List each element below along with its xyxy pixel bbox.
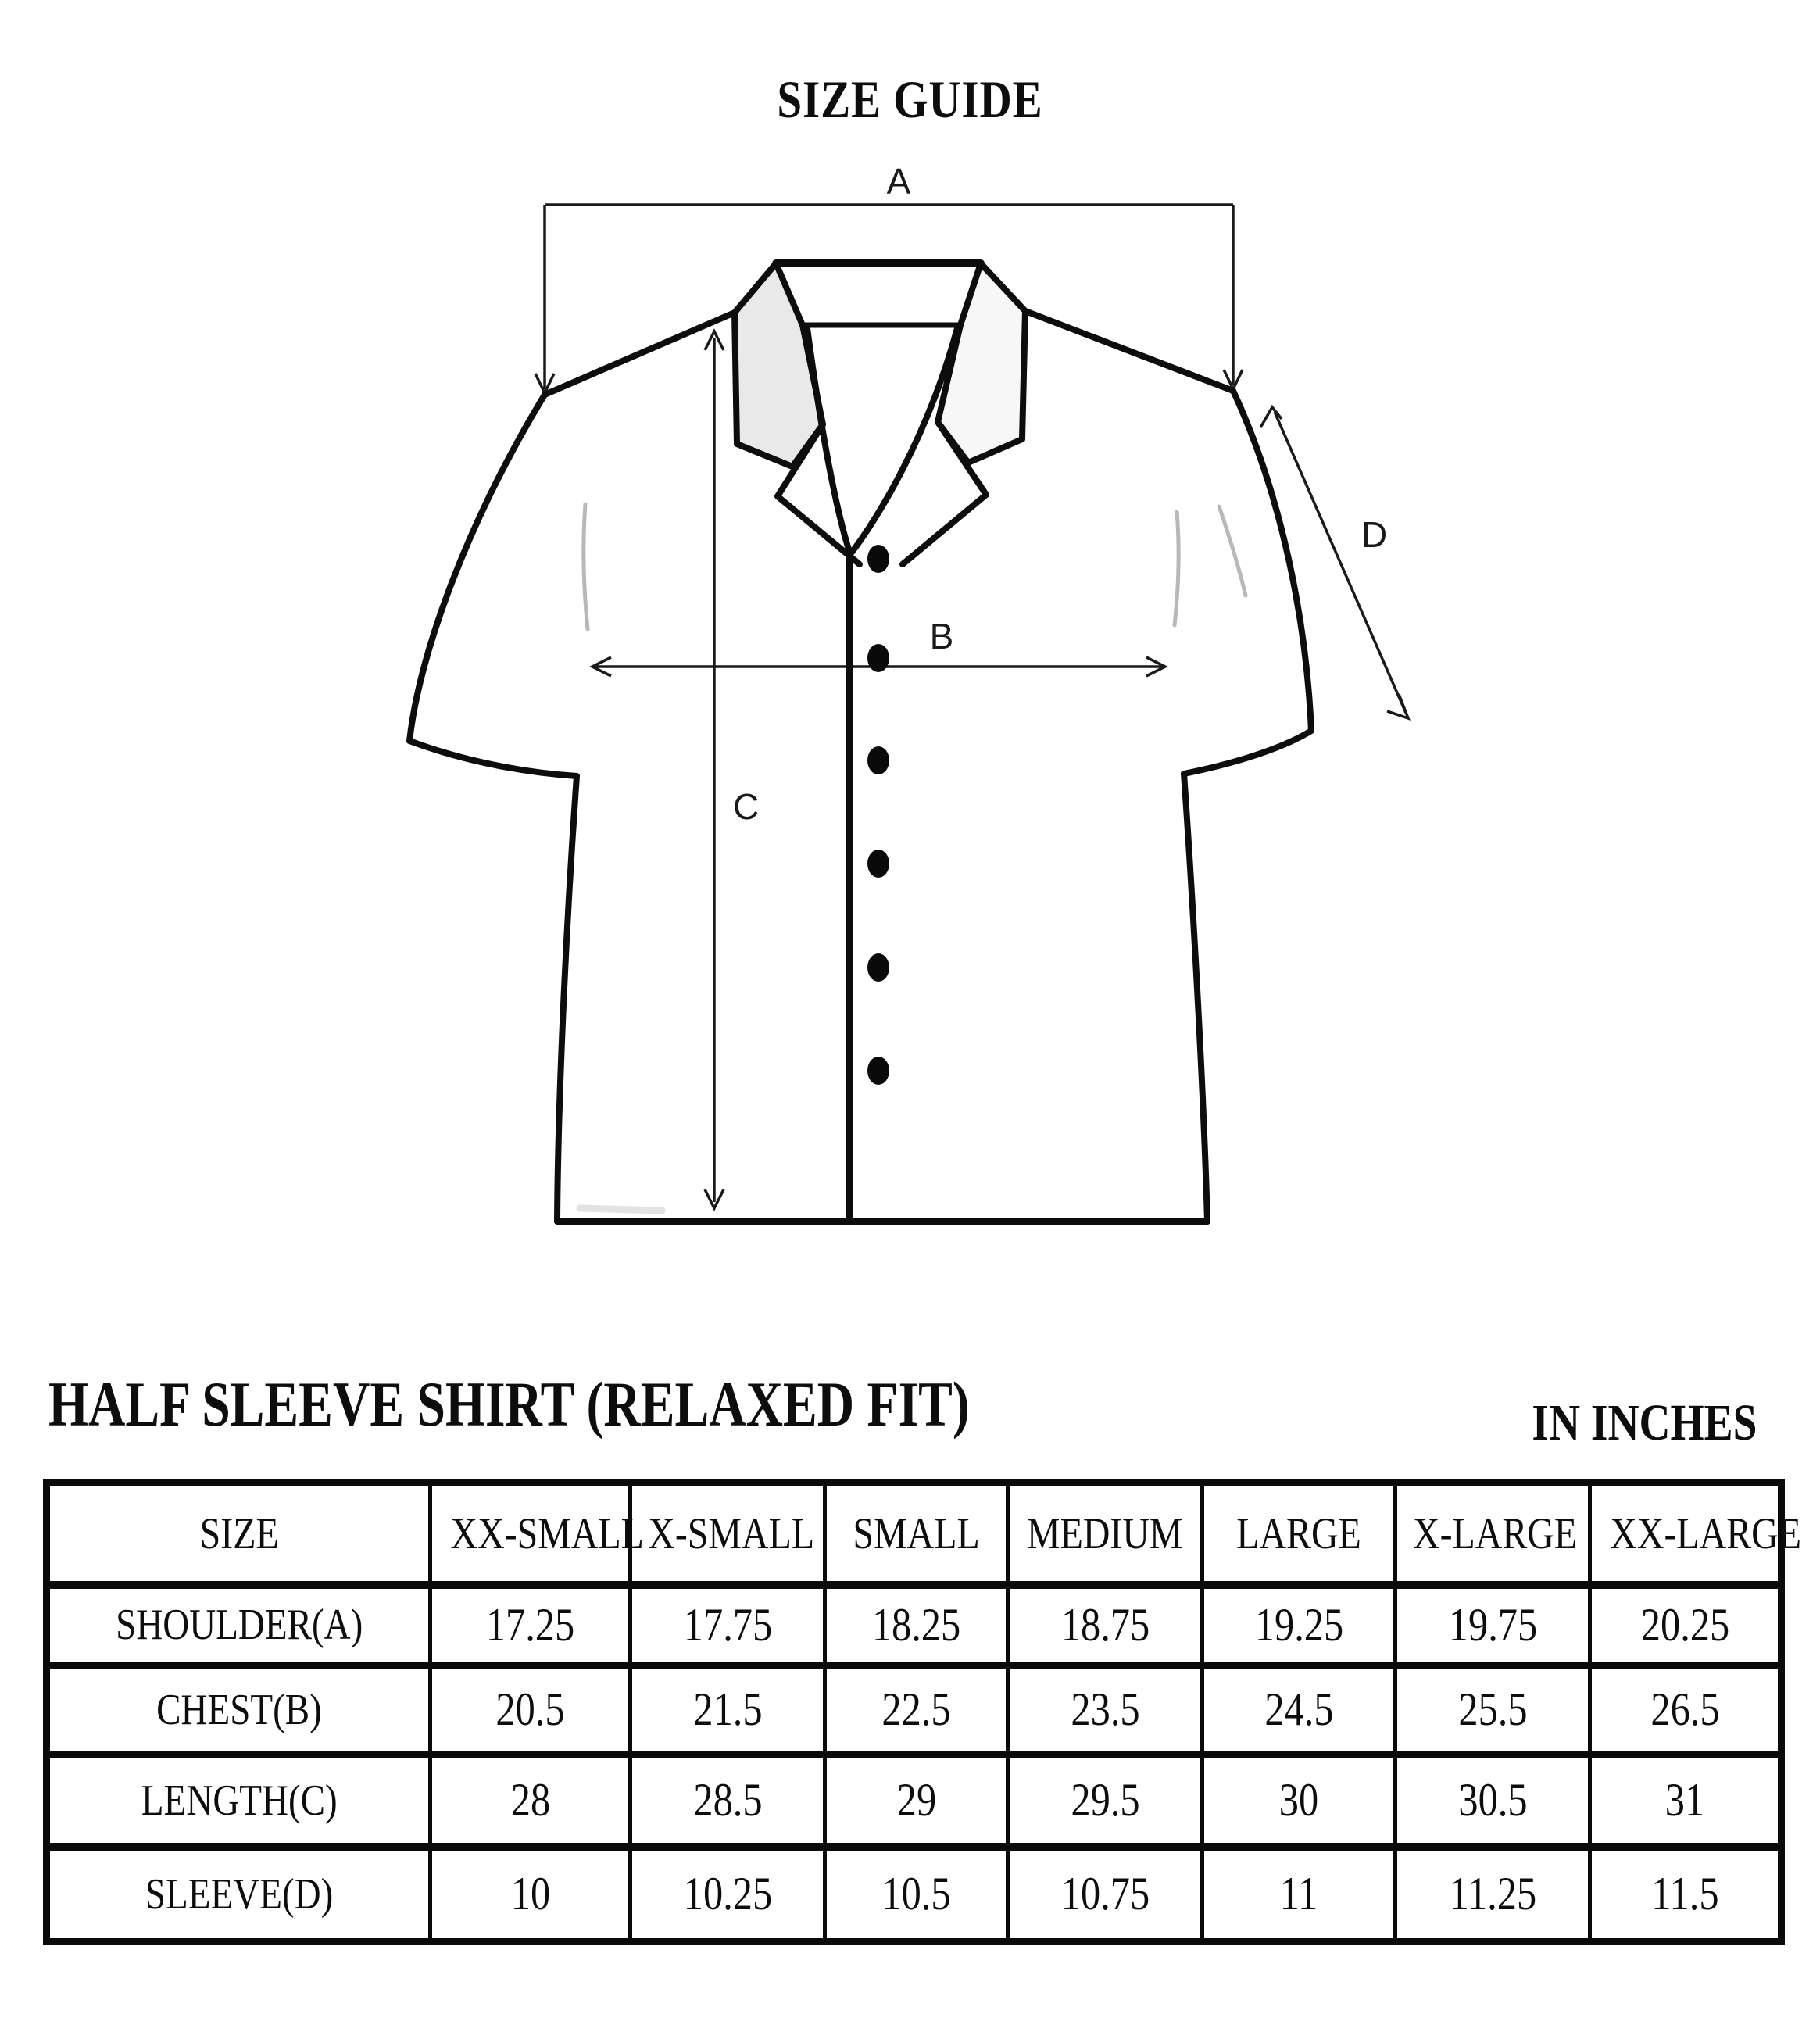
size-table — [43, 1479, 1802, 1945]
row-label-shoulder(a) — [47, 1585, 431, 1665]
size-value-cell-text: 10.75 — [1060, 1868, 1150, 1920]
table-header-row — [47, 1483, 1782, 1585]
col-header-medium-text: MEDIUM — [1027, 1508, 1183, 1558]
col-header-small-text: SMALL — [853, 1508, 980, 1558]
button — [867, 545, 889, 573]
button — [867, 850, 889, 878]
size-value-cell — [825, 1585, 1008, 1665]
size-value-cell-text: 10.5 — [881, 1868, 951, 1920]
size-value-cell-text: 19.25 — [1254, 1598, 1343, 1651]
dimension-arrow-sleeve-D — [1260, 407, 1408, 718]
table-row — [47, 1665, 1782, 1755]
size-value-cell — [1008, 1847, 1203, 1942]
size-value-cell — [1203, 1585, 1396, 1665]
button — [867, 953, 889, 982]
size-value-cell — [1203, 1847, 1396, 1942]
size-value-cell-text: 29 — [896, 1774, 936, 1826]
size-value-cell-text: 21.5 — [692, 1683, 763, 1735]
size-value-cell-text: 31 — [1664, 1774, 1705, 1826]
dimension-label-sleeve: D — [1361, 514, 1388, 555]
size-value-cell-text: 28 — [510, 1774, 550, 1826]
shirt-collar — [735, 263, 1025, 564]
dimension-label-shoulder: A — [886, 161, 911, 202]
size-value-cell — [431, 1755, 631, 1847]
size-value-cell — [1590, 1755, 1782, 1847]
size-value-cell — [431, 1665, 631, 1755]
row-label-chest(b)-text: CHEST(B) — [156, 1685, 322, 1734]
col-header-x-small-text: X-SMALL — [648, 1508, 815, 1558]
size-value-cell — [1396, 1755, 1590, 1847]
size-value-cell — [431, 1585, 631, 1665]
dimension-label-chest: B — [929, 616, 954, 656]
table-row — [47, 1847, 1782, 1942]
neck-v-right — [851, 328, 957, 553]
col-header-size — [47, 1483, 431, 1585]
col-header-xx-large-text: XX-LARGE — [1610, 1508, 1802, 1558]
size-value-cell-text: 28.5 — [692, 1774, 763, 1826]
right-sleeve-outer — [1233, 391, 1311, 731]
product-label-text: HALF SLEEVE SHIRT (RELAXED FIT) — [48, 1368, 970, 1440]
size-value-cell-text: 25.5 — [1458, 1683, 1528, 1735]
size-value-cell — [825, 1665, 1008, 1755]
left-sleeve-outer — [409, 395, 545, 741]
size-table-body — [47, 1483, 1802, 1942]
col-header-medium — [1008, 1483, 1203, 1585]
size-value-cell — [631, 1665, 825, 1755]
size-value-cell-text: 22.5 — [881, 1683, 951, 1735]
size-value-cell-text: 17.25 — [485, 1598, 575, 1651]
shirt-outline — [409, 311, 1311, 1222]
size-value-cell-text: 23.5 — [1071, 1683, 1140, 1735]
size-value-cell — [431, 1847, 631, 1942]
size-value-cell — [1008, 1665, 1203, 1755]
size-value-cell — [1396, 1847, 1590, 1942]
size-value-cell — [1396, 1665, 1590, 1755]
size-value-cell-text: 11.5 — [1650, 1868, 1719, 1920]
col-header-xx-small-text: XX-SMALL — [450, 1508, 645, 1558]
size-value-cell-text: 18.25 — [871, 1598, 961, 1651]
size-value-cell-text: 24.5 — [1264, 1683, 1334, 1735]
size-value-cell-text: 10.25 — [683, 1868, 772, 1920]
size-value-cell-text: 30.5 — [1458, 1774, 1528, 1826]
size-value-cell-text: 11 — [1279, 1868, 1318, 1920]
col-header-xx-small — [431, 1483, 645, 1585]
left-sleeve-cuff — [409, 741, 577, 776]
size-value-cell-text: 30 — [1278, 1774, 1319, 1826]
collar-leaf-right — [938, 263, 1025, 463]
col-header-large — [1203, 1483, 1396, 1585]
dimension-label-length: C — [733, 786, 760, 827]
dimension-arrow-shoulder-A — [535, 205, 1243, 393]
size-value-cell — [631, 1847, 825, 1942]
size-value-cell — [825, 1755, 1008, 1847]
size-value-cell — [1008, 1755, 1203, 1847]
buttons — [867, 545, 889, 1085]
size-value-cell — [825, 1847, 1008, 1942]
size-value-cell-text: 17.75 — [683, 1598, 772, 1651]
size-value-cell — [1590, 1665, 1782, 1755]
row-label-length(c)-text: LENGTH(C) — [141, 1776, 338, 1825]
col-header-xx-large — [1590, 1483, 1802, 1585]
size-value-cell-text: 20.5 — [495, 1683, 565, 1735]
row-label-shoulder(a)-text: SHOULDER(A) — [115, 1601, 363, 1649]
button — [867, 644, 889, 672]
button — [867, 746, 889, 774]
col-header-small — [825, 1483, 1008, 1585]
col-header-x-small — [631, 1483, 825, 1585]
size-value-cell-text: 26.5 — [1650, 1683, 1720, 1735]
units-label-text: IN INCHES — [1532, 1394, 1757, 1451]
table-row — [47, 1755, 1782, 1847]
row-label-sleeve(d) — [47, 1847, 431, 1942]
size-value-cell-text: 11.25 — [1449, 1868, 1537, 1920]
table-row — [47, 1585, 1782, 1665]
size-value-cell — [1590, 1585, 1782, 1665]
size-value-cell — [1008, 1585, 1203, 1665]
row-label-chest(b) — [47, 1665, 431, 1755]
size-value-cell — [631, 1585, 825, 1665]
dimension-arrow-length-C — [705, 331, 724, 1208]
row-label-sleeve(d)-text: SLEEVE(D) — [145, 1869, 334, 1919]
button — [867, 1057, 889, 1085]
size-value-cell-text: 18.75 — [1060, 1598, 1150, 1651]
sketch-shading — [580, 504, 1246, 1211]
right-sleeve-cuff — [1184, 731, 1311, 774]
product-label — [48, 1368, 1200, 1440]
size-value-cell — [1396, 1585, 1590, 1665]
right-side-seam — [1184, 774, 1207, 1222]
size-value-cell-text: 10 — [510, 1868, 550, 1920]
col-header-x-large-text: X-LARGE — [1413, 1508, 1578, 1558]
size-value-cell — [1203, 1755, 1396, 1847]
size-value-cell — [1590, 1847, 1782, 1942]
row-label-length(c) — [47, 1755, 431, 1847]
size-value-cell — [631, 1755, 825, 1847]
left-side-seam — [557, 776, 577, 1222]
page-title-text: SIZE GUIDE — [777, 70, 1043, 129]
size-value-cell — [1203, 1665, 1396, 1755]
col-header-large-text: LARGE — [1236, 1508, 1361, 1558]
size-value-cell-text: 29.5 — [1071, 1774, 1140, 1826]
col-header-x-large — [1396, 1483, 1590, 1585]
col-header-size-text: SIZE — [199, 1508, 279, 1558]
size-value-cell-text: 20.25 — [1640, 1598, 1729, 1651]
size-value-cell-text: 19.75 — [1448, 1598, 1537, 1651]
units-label — [1511, 1394, 1779, 1451]
